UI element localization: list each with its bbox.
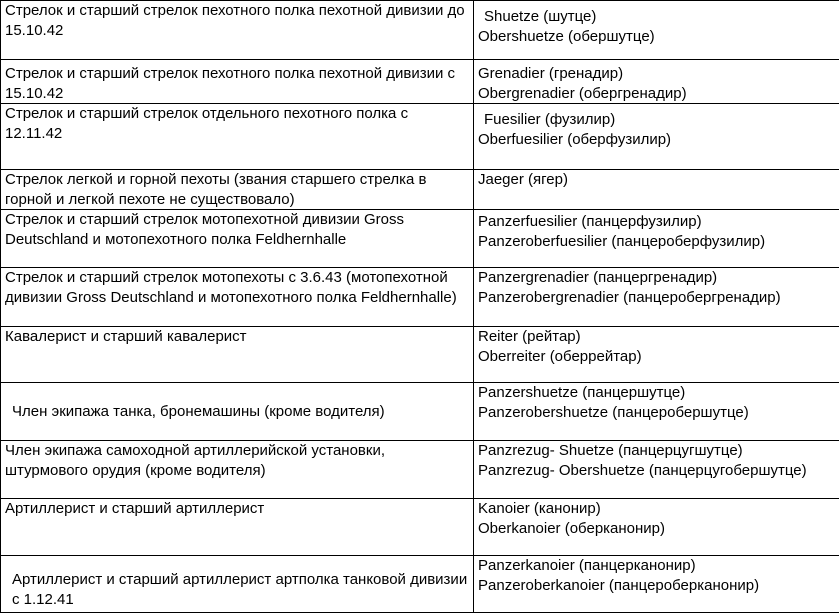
table-row	[1, 268, 839, 327]
table-row	[1, 104, 839, 170]
rank-name: Panzerobergrenadier (панцеробергренадир)	[478, 288, 835, 308]
table-row	[1, 170, 839, 210]
rank-name: Panzrezug- Shuetze (панцерцугшутце)	[478, 441, 835, 461]
rank-cell	[474, 210, 839, 268]
rank-name: Kanoier (канонир)	[478, 499, 835, 519]
description-cell: Стрелок и старший стрелок пехотного полка пехотной дивизии с 15.10.42	[1, 60, 474, 104]
rank-name: Panzerobershuetze (панцеробершутце)	[478, 403, 835, 423]
description-cell: Стрелок и старший стрелок мотопехотной дивизии Gross Deutschland и мотопехотного полка Feldhernhalle	[1, 210, 474, 268]
rank-name: Grenadier (гренадир)	[478, 64, 835, 84]
rank-cell	[474, 170, 839, 210]
rank-cell	[474, 104, 839, 170]
rank-name: Reiter (рейтар)	[478, 327, 835, 347]
rank-name: Panzerkanoier (панцерканонир)	[478, 556, 835, 576]
rank-name: Oberfuesilier (оберфузилир)	[478, 130, 835, 150]
rank-name: Shuetze (шутце)	[478, 7, 835, 27]
rank-name: Panzergrenadier (панцергренадир)	[478, 268, 835, 288]
rank-name: Panzershuetze (панцершутце)	[478, 383, 835, 403]
table-row	[1, 556, 839, 613]
rank-cell	[474, 441, 839, 499]
rank-name: Panzeroberkanoier (панцероберканонир)	[478, 576, 835, 596]
description-cell: Кавалерист и старший кавалерист	[1, 327, 474, 383]
rank-cell	[474, 60, 839, 104]
table-row	[1, 441, 839, 499]
rank-name: Obergrenadier (обергренадир)	[478, 84, 835, 104]
rank-name: Panzrezug- Obershuetze (панцерцугобершутце)	[478, 461, 835, 481]
rank-name: Obershuetze (обершутце)	[478, 27, 835, 47]
rank-name: Panzeroberfuesilier (панцероберфузилир)	[478, 232, 835, 252]
rank-name: Panzerfuesilier (панцерфузилир)	[478, 212, 835, 232]
rank-cell	[474, 383, 839, 441]
description-cell: Артиллерист и старший артиллерист артполка танковой дивизии с 1.12.41	[1, 556, 474, 613]
description-cell: Стрелок легкой и горной пехоты (звания старшего стрелка в горной и легкой пехоте не существовало)	[1, 170, 474, 210]
description-cell: Стрелок и старший стрелок отдельного пехотного полка с 12.11.42	[1, 104, 474, 170]
rank-cell	[474, 556, 839, 613]
description-cell: Стрелок и старший стрелок мотопехоты с 3.6.43 (мотопехотной дивизии Gross Deutschland и мотопехотного полка Feldhernhalle)	[1, 268, 474, 327]
table-row	[1, 327, 839, 383]
table-row	[1, 1, 839, 60]
rank-name: Fuesilier (фузилир)	[478, 110, 835, 130]
table-row	[1, 210, 839, 268]
rank-name: Jaeger (ягер)	[478, 170, 835, 190]
description-cell: Стрелок и старший стрелок пехотного полка пехотной дивизии до 15.10.42	[1, 1, 474, 60]
table-row	[1, 60, 839, 104]
description-cell: Член экипажа танка, бронемашины (кроме водителя)	[1, 383, 474, 441]
rank-cell	[474, 327, 839, 383]
description-cell: Артиллерист и старший артиллерист	[1, 499, 474, 556]
rank-name: Oberkanoier (оберканонир)	[478, 519, 835, 539]
rank-name: Oberreiter (оберрейтар)	[478, 347, 835, 367]
rank-cell	[474, 1, 839, 60]
rank-cell	[474, 268, 839, 327]
table-row	[1, 499, 839, 556]
description-cell: Член экипажа самоходной артиллерийской установки, штурмового орудия (кроме водителя)	[1, 441, 474, 499]
rank-cell	[474, 499, 839, 556]
table-row	[1, 383, 839, 441]
